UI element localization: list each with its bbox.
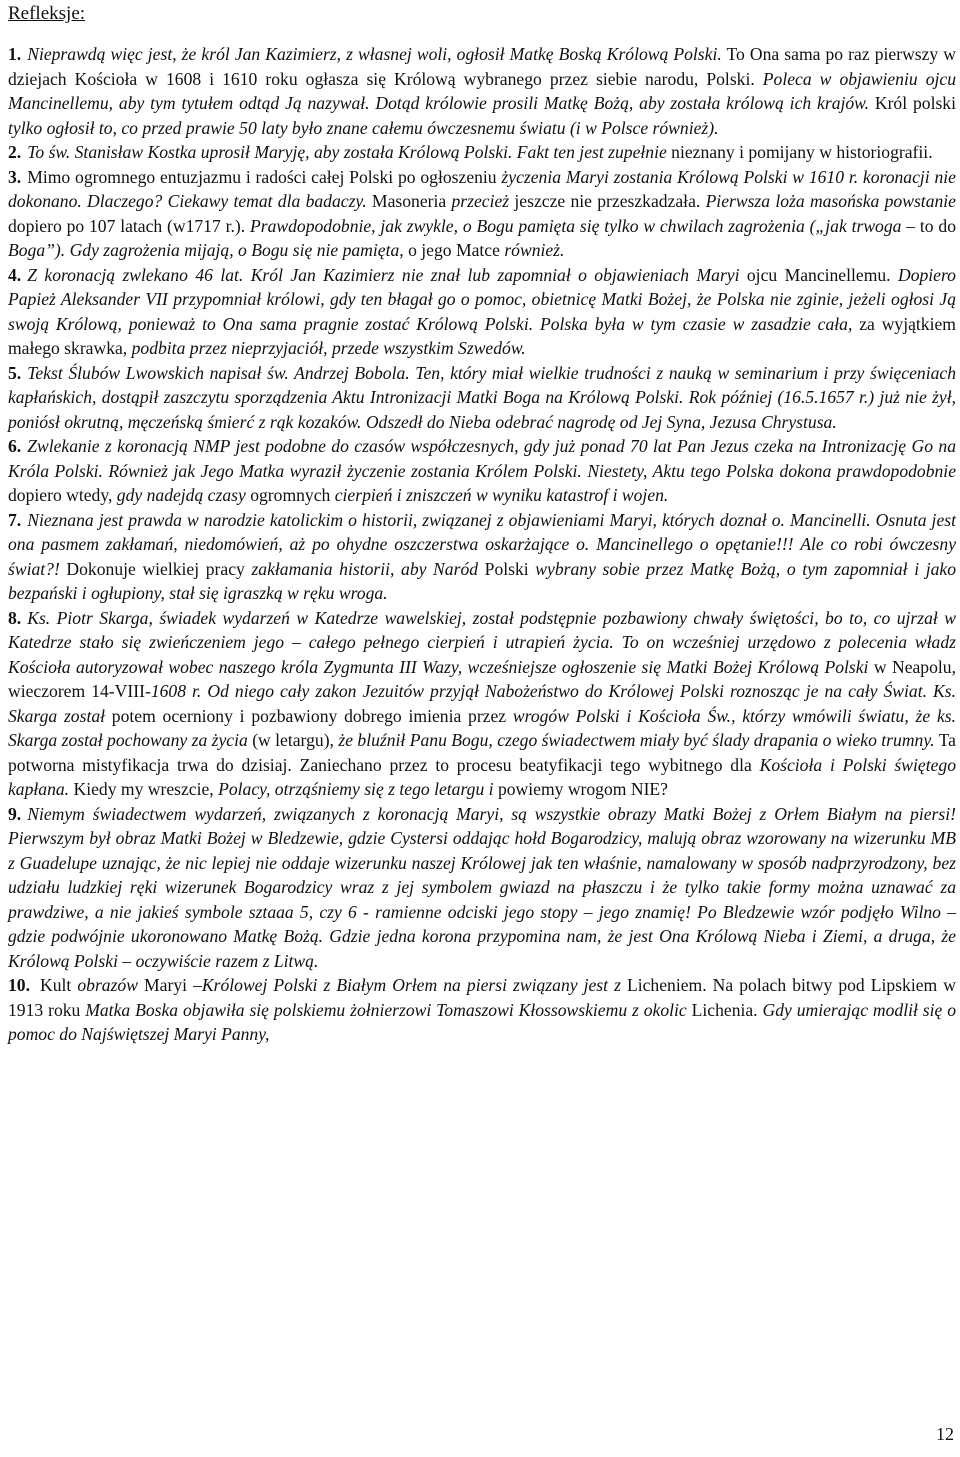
item-text: Poleca w objawieniu ojcu Mancinellemu, aby tym tytułem odtąd Ją nazywał. Dotąd królowie prosili Matkę Bożą, aby została królową ich krajów. bbox=[8, 68, 956, 113]
item-text: Nieprawdą więc jest, że król Jan Kazimierz, z własnej woli, ogłosił Matkę Boską Królową Polski. bbox=[27, 44, 722, 64]
item-text: wybrany sobie przez Matkę Bożą, o tym zapomniał i jako bezpański i ogłupiony, stał się igraszką w ręku wroga. bbox=[8, 558, 956, 603]
reflection-item bbox=[8, 140, 956, 165]
item-text: potem ocerniony i pozbawiony dobrego imienia przez bbox=[105, 705, 513, 726]
item-text: (w letargu), bbox=[247, 730, 339, 750]
item-text: Kult bbox=[40, 975, 78, 995]
item-text: Kiedy my wreszcie, bbox=[69, 779, 219, 799]
item-text: o jego Matce bbox=[403, 240, 505, 260]
item-number: 6. bbox=[8, 436, 22, 456]
item-text: w Neapolu, wieczorem 14-VIII- bbox=[8, 656, 956, 701]
item-text: zakłamania historii, aby Naród bbox=[251, 558, 479, 579]
item-text: Licheniem. Na polach bitwy pod Lipskiem w 1913 roku bbox=[8, 975, 956, 1020]
item-text: dopiero wtedy, bbox=[8, 485, 117, 505]
item-text: tylko ogłosił to, co przed prawie 50 laty było znane całemu ówczesnemu światu (i w Polsce również). bbox=[8, 117, 719, 138]
item-text: To św. Stanisław Kostka uprosił Maryję, aby została Królową Polski. Fakt ten jest zupełnie bbox=[27, 142, 667, 162]
item-text: ogromnych bbox=[245, 485, 335, 505]
item-text: za wyjątkiem małego skrawka, bbox=[8, 313, 956, 358]
item-text: przecież bbox=[451, 191, 510, 211]
reflection-item bbox=[8, 434, 956, 508]
item-text: Polski bbox=[478, 558, 536, 579]
item-text: Zwlekanie z koronacją NMP jest podobne do czasów współczesnych, gdy już ponad 70 lat Pan Jezus czeka na Intronizację Go na Króla Polski. Również jak Jego Matka wyraził życzenie zostania Królem Polski. Niestety, Aktu tego Polska dokona prawdopodobnie bbox=[8, 436, 956, 481]
item-text: podbita przez nieprzyjaciół, przede wszystkim Szwedów. bbox=[131, 338, 526, 358]
reflection-item bbox=[8, 361, 956, 435]
item-text: Tekst Ślubów Lwowskich napisał św. Andrzej Bobola. Ten, który miał wielkie trudności z nauką w seminarium i przy święceniach kapłańskich, dostąpił zaszczytu sporządzenia Aktu Intronizacji Matki Boga na Królową Polski. Rok później (16.5.1657 r.) już nie żył, poniósł okrutną, męczeńską śmierć z rąk kozaków. Odszedł do Nieba odebrać nagrodę od Jej Syna, Jezusa Chrystusa. bbox=[8, 362, 956, 432]
item-text: Maryi – bbox=[137, 975, 202, 995]
item-text: ojcu Mancinellemu. bbox=[739, 264, 898, 285]
item-text: Ta potworna mistyfikacja trwa do dzisiaj. Zaniechano przez to procesu beatyfikacji tego wybitnego dla bbox=[8, 730, 956, 775]
reflection-item bbox=[8, 802, 956, 974]
item-number: 7. bbox=[8, 509, 22, 530]
item-number: 1. bbox=[8, 44, 22, 64]
item-text: cierpień i zniszczeń w wyniku katastrof i wojen. bbox=[334, 485, 669, 505]
item-text: Lichenia. bbox=[686, 999, 763, 1020]
page-heading: Refleksje: bbox=[8, 3, 86, 24]
item-text: Dopiero Papież Aleksander VII przypomniał królowi, gdy ten błagał go o pomoc, obietnicę Matki Bożej, że Polska nie zginie, jeżeli ogłosi Ją swoją Królową, ponieważ to Ona sama pragnie zostać Królową Polski. Polska była w tym czasie w zasadzie cała, bbox=[8, 264, 956, 334]
item-text: Polacy, otrząśniemy się z tego letargu i bbox=[218, 779, 494, 799]
item-text: życzenia Maryi zostania Królową Polski w 1610 r. koronacji nie dokonano. Dlaczego? Ciekawy temat dla badaczy. bbox=[8, 166, 956, 211]
item-number: 2. bbox=[8, 142, 22, 162]
item-number: 3. bbox=[8, 166, 22, 187]
reflection-item bbox=[8, 263, 956, 361]
item-number: 4. bbox=[8, 264, 22, 285]
item-text: Mimo ogromnego entuzjazmu i radości całej Polski po ogłoszeniu bbox=[27, 166, 502, 187]
item-text: Z koronacją zwlekano 46 lat. Król Jan Kazimierz nie znał lub zapomniał o objawieniach Maryi bbox=[27, 264, 740, 285]
reflection-item bbox=[8, 606, 956, 802]
item-text: wrogów Polski i Kościoła Św., którzy wmówili światu, że ks. Skarga został pochowany za życia bbox=[8, 705, 956, 750]
item-text: Masoneria bbox=[366, 191, 452, 211]
item-number: 9. bbox=[8, 803, 22, 824]
reflection-item bbox=[8, 165, 956, 263]
item-text: Niemym świadectwem wydarzeń, związanych z koronacją Maryi, są wszystkie obrazy Matki Bożej z Orłem Białym na piersi! Pierwszym był obraz Matki Bożej w Bledzewie, gdzie Cystersi oddając hołd Bogarodzicy, malują obraz wzorowany na wizerunku MB z Guadelupe uznając, że nic lepiej nie oddaje wizerunku naszej Królowej jak ten właśnie, namalowany w sposób nadprzyrodzony, bez udziału ludzkiej ręki wizerunek Bogarodzicy wraz z jej symbolem gwiazd na płaszczu i że tylko takie formy można uznawać za prawdziwe, a nie jakieś symbole sztaaa 5, czy 6 - ramienne odciski jego stopy – jego znamię! Po Bledzewie wzór podjęło Wilno – gdzie podwójnie ukoronowano Matkę Bożą. Gdzie jedna korona przypomina nam, że jest Ona Królową Nieba i Ziemi, a druga, że Królową Polski – oczywiście razem z Litwą. bbox=[8, 803, 956, 971]
item-text: Królowej Polski z Białym Orłem na piersi związany jest z bbox=[201, 975, 621, 995]
item-text: Nieznana jest prawda w narodzie katolickim o historii, związanej z objawieniami Maryi, których doznał o. Mancinelli. Osnuta jest ona pasmem zakłamań, niedomówień, aż po ohydne oszczerstwa oskarżające o. Mancinellego o opętanie!!! Ale co robi ówczesny świat?! bbox=[8, 509, 956, 579]
item-text: Gdy umierając modlił się o pomoc do Najświętszej Maryi Panny, bbox=[8, 999, 957, 1044]
item-text: powiemy wrogom NIE? bbox=[493, 779, 668, 799]
item-text: gdy nadejdą czasy bbox=[116, 485, 246, 505]
reflection-item bbox=[8, 508, 956, 606]
item-text: Pierwsza loża masońska powstanie bbox=[705, 191, 956, 211]
item-text: To Ona sama po raz pierwszy w dziejach Kościoła w 1608 i 1610 roku ogłasza się Królową wybranego przez siebie narodu, Polski. bbox=[8, 44, 956, 89]
item-text: Matka Boska objawiła się polskiemu żołnierzowi Tomaszowi Kłossowskiemu z okolic bbox=[85, 999, 687, 1020]
item-text: Prawdopodobnie, jak zwykle, o Bogu pamięta się tylko w chwilach zagrożenia („jak trwoga bbox=[249, 215, 902, 236]
item-number: 8. bbox=[8, 607, 22, 628]
item-text: obrazów bbox=[77, 975, 138, 995]
item-text: Kościoła i Polski świętego kapłana. bbox=[8, 754, 956, 799]
page-number: 12 bbox=[936, 1424, 954, 1444]
item-number: 5. bbox=[8, 362, 22, 383]
item-text: również. bbox=[504, 240, 565, 260]
reflection-item bbox=[8, 42, 956, 140]
document-body bbox=[8, 42, 956, 1047]
item-number: 10. bbox=[8, 975, 30, 995]
item-text: – to do bbox=[901, 215, 957, 236]
item-text: że bluźnił Panu Bogu, czego świadectwem miały być ślady drapania o wieko trumny. bbox=[338, 730, 935, 750]
item-text: Ks. Piotr Skarga, świadek wydarzeń w Katedrze wawelskiej, został podstępnie pozbawiony chwały świętości, bo to, co ujrzał w Katedrze stało się zwieńczeniem jego – całego pełnego cierpień i utrapień życia. To on wcześniej urzędowo z polecenia władz Kościoła autoryzował wobec naszego króla Zygmunta III Wazy, wcześniejsze ogłoszenie się Matki Bożej Królową Polski bbox=[8, 607, 956, 677]
item-text: Boga”). Gdy zagrożenia mijają, o Bogu się nie pamięta, bbox=[8, 240, 404, 260]
item-text: 1608 r. Od niego cały zakon Jezuitów przyjął Nabożeństwo do Królowej Polski roznosząc je na cały Świat. Ks. Skarga został bbox=[8, 681, 956, 726]
item-text: nieznany i pomijany w historiografii. bbox=[666, 142, 933, 162]
reflection-item bbox=[8, 973, 956, 1047]
item-text: jeszcze nie przeszkadzała. bbox=[509, 191, 706, 211]
item-text: Dokonuje wielkiej pracy bbox=[59, 558, 252, 579]
item-text: Król polski bbox=[869, 93, 956, 113]
item-text: dopiero po 107 latach (w1717 r.). bbox=[8, 215, 250, 236]
